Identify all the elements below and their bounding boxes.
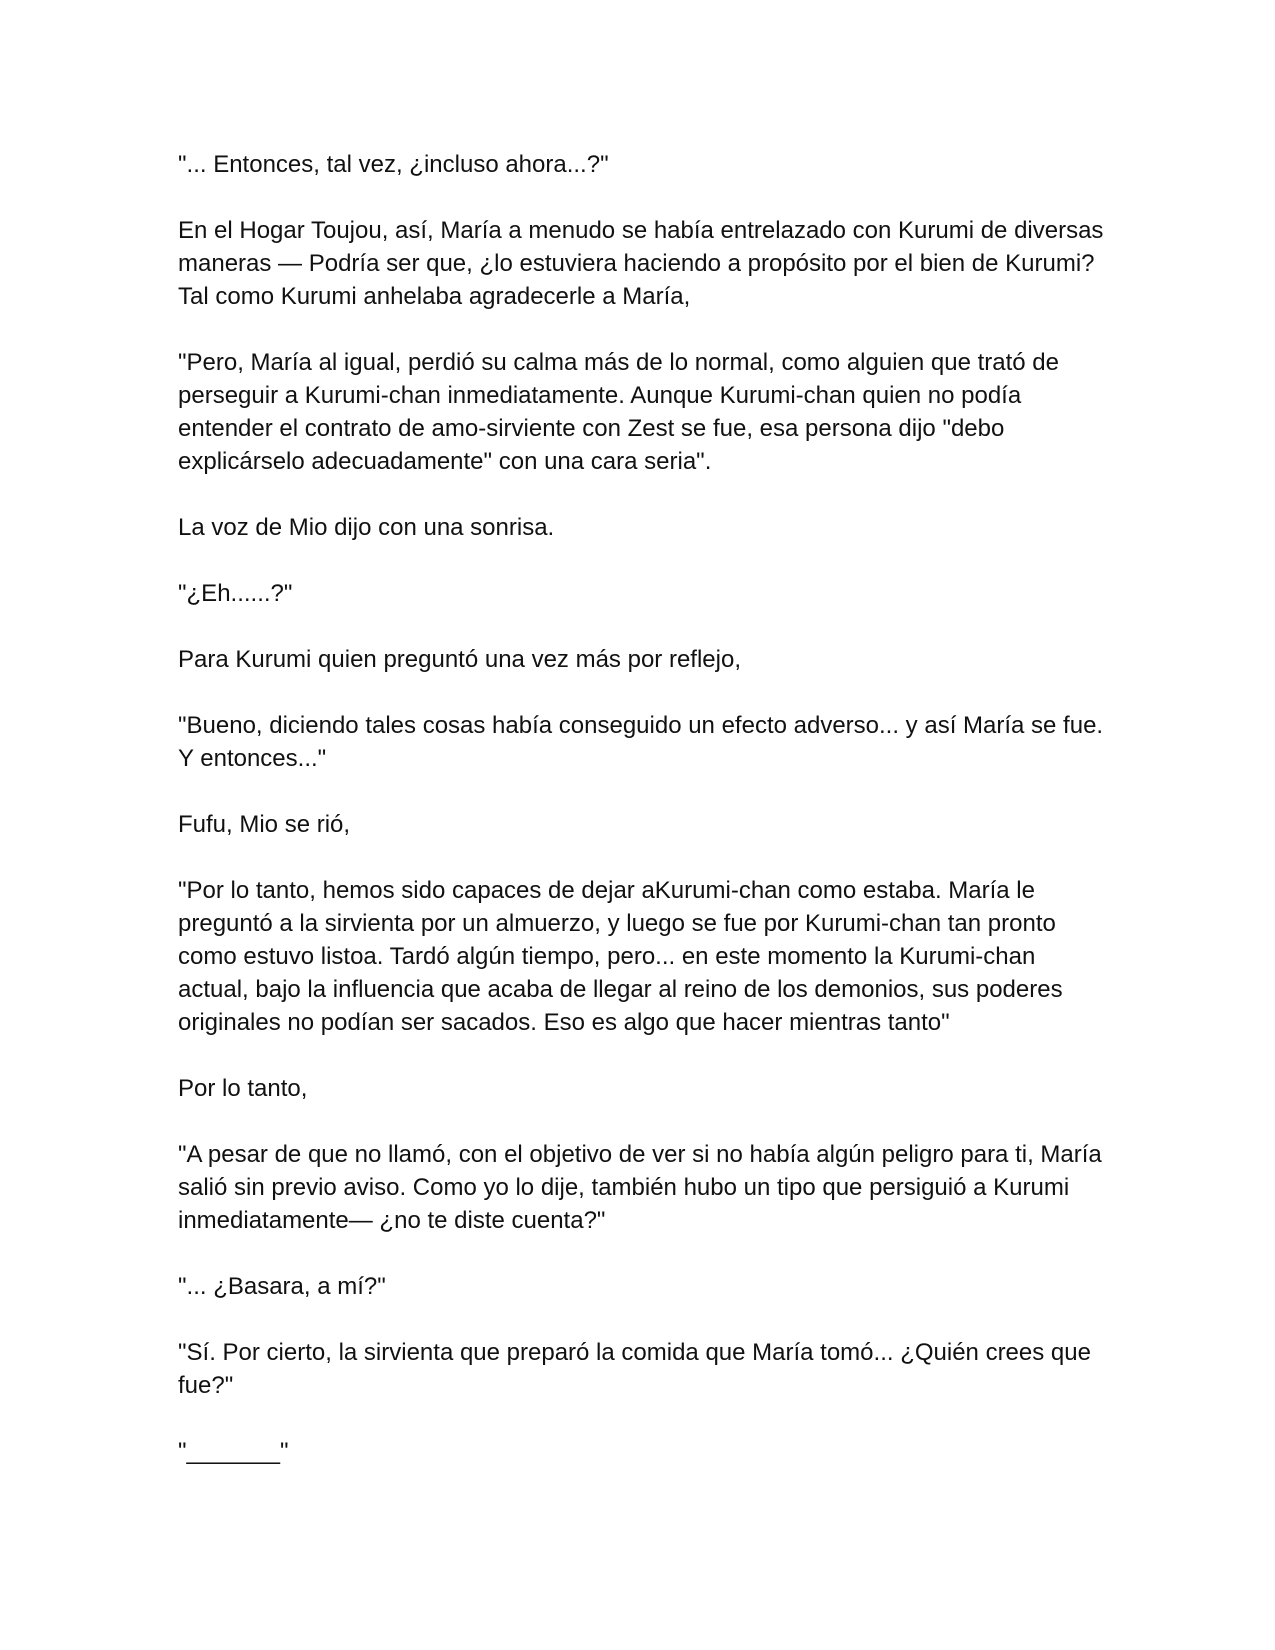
paragraph-8: Fufu, Mio se rió, <box>178 811 351 838</box>
paragraph-3: "Pero, María al igual, perdió su calma más de lo normal, como alguien que trató de perseguir a Kurumi-chan inmediatamente. Aunque Kurumi-chan quien no podía entender el contrato de amo-sirviente con Zest se fue, esa persona dijo "debo explicárselo adecuadamente" con una cara seria". <box>178 349 1059 475</box>
paragraph-14: "_______" <box>178 1438 289 1465</box>
paragraph-4: La voz de Mio dijo con una sonrisa. <box>178 514 555 541</box>
paragraph-9: "Por lo tanto, hemos sido capaces de dejar aKurumi-chan como estaba. María le preguntó a la sirvienta por un almuerzo, y luego se fue por Kurumi-chan tan pronto como estuvo listoa. Tardó algún tiempo, pero... en este momento la Kurumi-chan actual, bajo la influencia que acaba de llegar al reino de los demonios, sus poderes originales no podían ser sacados. Eso es algo que hacer mientras tanto" <box>178 877 1063 1036</box>
paragraph-6: Para Kurumi quien preguntó una vez más por reflejo, <box>178 646 741 673</box>
document-body <box>178 148 1108 1501</box>
paragraph-7: "Bueno, diciendo tales cosas había conseguido un efecto adverso... y así María se fue. Y entonces..." <box>178 712 1104 772</box>
paragraph-5: "¿Eh......?" <box>178 580 293 607</box>
paragraph-13: "Sí. Por cierto, la sirvienta que preparó la comida que María tomó... ¿Quién crees que fue?" <box>178 1339 1091 1399</box>
paragraph-10: Por lo tanto, <box>178 1075 308 1102</box>
paragraph-1: "... Entonces, tal vez, ¿incluso ahora...?" <box>178 151 609 178</box>
paragraph-12: "... ¿Basara, a mí?" <box>178 1273 386 1300</box>
paragraph-11: "A pesar de que no llamó, con el objetivo de ver si no había algún peligro para ti, María salió sin previo aviso. Como yo lo dije, también hubo un tipo que persiguió a Kurumi inmediatamente— ¿no te diste cuenta?" <box>178 1141 1102 1234</box>
paragraph-2: En el Hogar Toujou, así, María a menudo se había entrelazado con Kurumi de diversas maneras — Podría ser que, ¿lo estuviera haciendo a propósito por el bien de Kurumi? Tal como Kurumi anhelaba agradecerle a María, <box>178 217 1104 310</box>
